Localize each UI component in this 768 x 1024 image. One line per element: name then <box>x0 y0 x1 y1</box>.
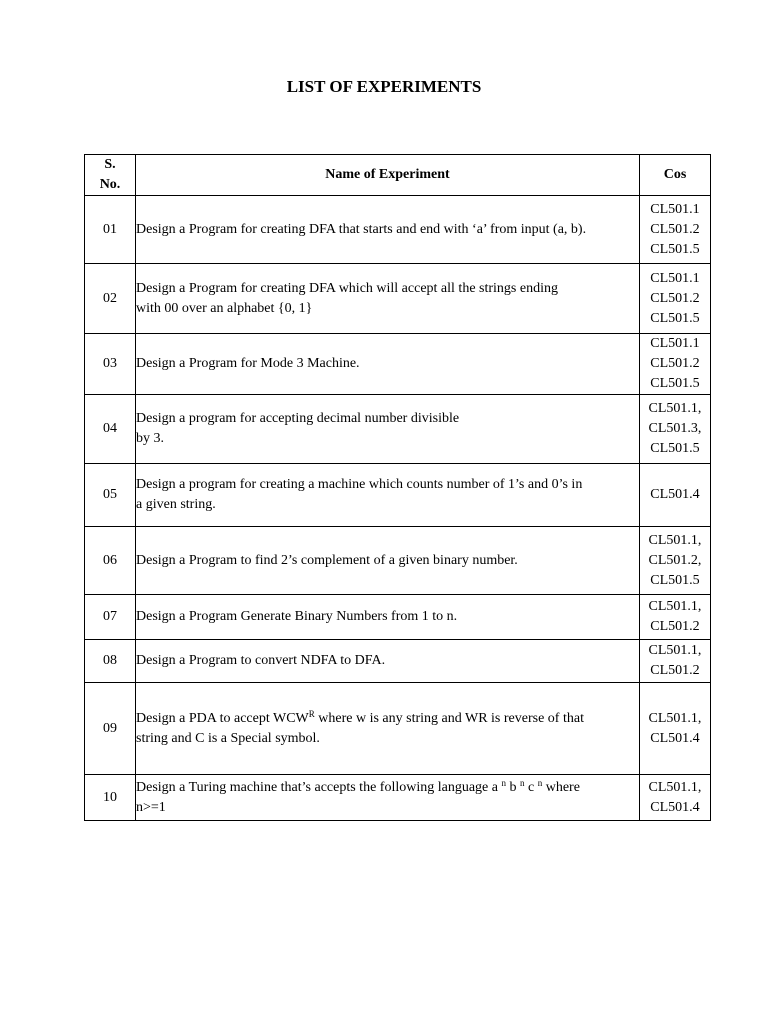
row-cos: CL501.1 CL501.2 CL501.5 <box>640 196 711 264</box>
header-name: Name of Experiment <box>136 155 640 196</box>
row-name: Design a Program for creating DFA that starts and end with ‘a’ from input (a, b). <box>136 196 640 264</box>
row-name: Design a program for creating a machine which counts number of 1’s and 0’s in a given string. <box>136 464 640 527</box>
row-sno: 03 <box>85 334 136 395</box>
row-name: Design a program for accepting decimal number divisible by 3. <box>136 395 640 464</box>
row-name: Design a Program to convert NDFA to DFA. <box>136 640 640 683</box>
header-cos: Cos <box>640 155 711 196</box>
row-sno: 09 <box>85 683 136 775</box>
row-name: Design a Program to find 2’s complement of a given binary number. <box>136 527 640 595</box>
row-sno: 08 <box>85 640 136 683</box>
row-sno: 01 <box>85 196 136 264</box>
row-name: Design a Program Generate Binary Numbers from 1 to n. <box>136 595 640 640</box>
row-cos: CL501.4 <box>640 464 711 527</box>
row-cos: CL501.1 CL501.2 CL501.5 <box>640 334 711 395</box>
table-row <box>85 264 711 334</box>
row-cos: CL501.1 CL501.2 CL501.5 <box>640 264 711 334</box>
row-name: Design a PDA to accept $WCW^R$ where w is any string and WR is reverse of that string and C is a Special symbol. <box>136 683 640 775</box>
row-sno: 04 <box>85 395 136 464</box>
table-row <box>85 775 711 821</box>
table-row <box>85 464 711 527</box>
row-name: Design a Program for creating DFA which will accept all the strings ending with 00 over an alphabet {0, 1} <box>136 264 640 334</box>
table-row <box>85 334 711 395</box>
table-header-row <box>85 155 711 196</box>
table-row <box>85 595 711 640</box>
row-sno: 07 <box>85 595 136 640</box>
table-row <box>85 196 711 264</box>
table-row <box>85 395 711 464</box>
row-cos: CL501.1, CL501.4 <box>640 683 711 775</box>
row-name: Design a Turing machine that’s accepts the following language a $^n$ b $^n$ c $^n$ where n>=1 <box>136 775 640 821</box>
header-sno-line1: S. <box>104 157 116 172</box>
table-row <box>85 683 711 775</box>
row-cos: CL501.1, CL501.3, CL501.5 <box>640 395 711 464</box>
experiments-table <box>84 154 711 821</box>
row-cos: CL501.1, CL501.4 <box>640 775 711 821</box>
row-sno: 02 <box>85 264 136 334</box>
row-name: Design a Program for Mode 3 Machine. <box>136 334 640 395</box>
table-row <box>85 527 711 595</box>
header-sno-line2: No. <box>99 177 121 192</box>
row-cos: CL501.1, CL501.2 <box>640 640 711 683</box>
row-cos: CL501.1, CL501.2, CL501.5 <box>640 527 711 595</box>
row-cos: CL501.1, CL501.2 <box>640 595 711 640</box>
page-title: LIST OF EXPERIMENTS <box>286 77 482 96</box>
row-sno: 06 <box>85 527 136 595</box>
table-row <box>85 640 711 683</box>
header-sno <box>85 155 136 196</box>
row-sno: 05 <box>85 464 136 527</box>
row-sno: 10 <box>85 775 136 821</box>
